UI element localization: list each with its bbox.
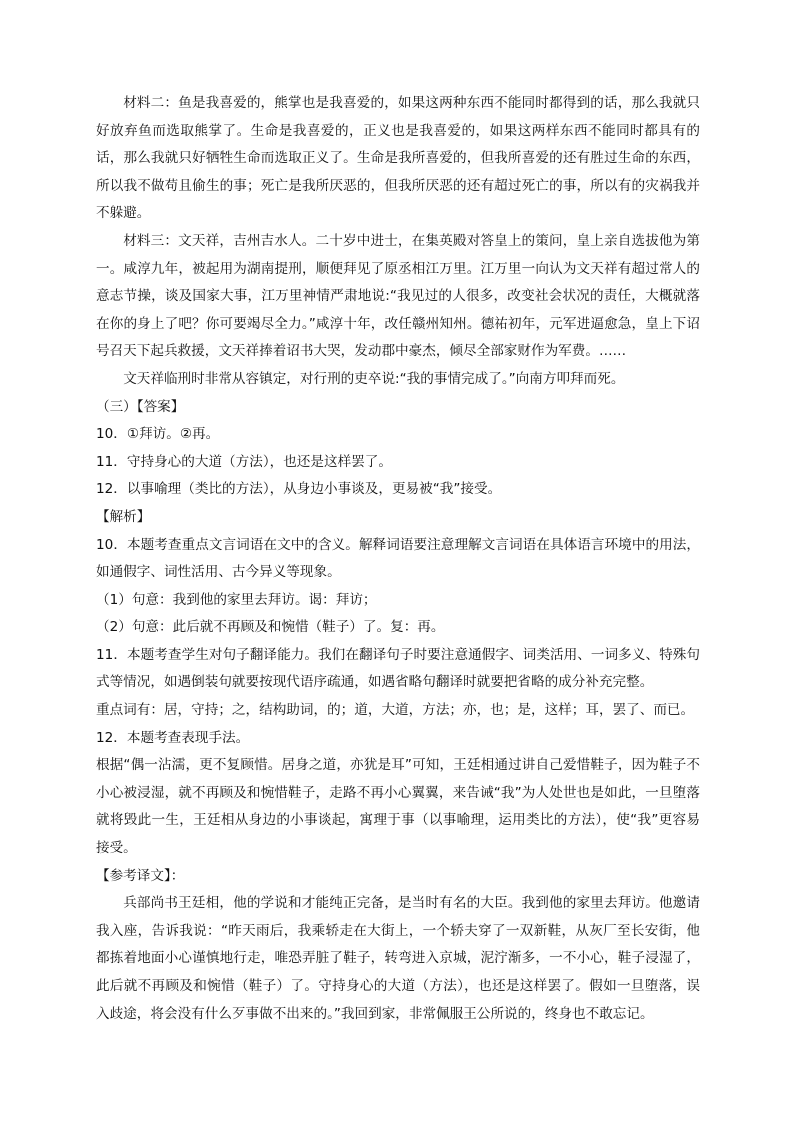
material-three-ending: 文天祥临刑时非常从容镇定，对行刑的吏卒说:“我的事情完成了。”向南方叩拜而死。	[123, 370, 625, 387]
analysis-heading: 【解析】	[96, 508, 151, 525]
translation-paragraph: 兵部尚书王廷相，他的学说和才能纯正完备，是当时有名的大臣。我到他的家里去拜访。他邀请我入座，告诉我说：“昨天雨后，我乘轿走在大街上，一个轿夫穿了一双新鞋，从灰厂至长安街，他都拣着地面小心谨慎地行走，唯恐弄脏了鞋子，转弯进入京城，泥泞渐多，一不小心，鞋子浸湿了，此后就不再顾及和惋惜（鞋子）了。守持身心的大道（方法），也还是这样罢了。假如一旦堕落，误入歧途，将会没有什么歹事做不出来的。”我回到家，非常佩服王公所说的，终身也不敢忘记。	[96, 895, 700, 1022]
answer-section-heading: （三）【答案】	[96, 398, 185, 415]
analysis-12-body: 根据“偶一沾濡，更不复顾惜。居身之道，亦犹是耳”可知，王廷相通过讲自己爱惜鞋子，因为鞋子不小心被浸湿，就不再顾及和惋惜鞋子，走路不再小心翼翼，来告诫“我”为人处世也是如此，一旦堕落就将毁此一生，王廷相从身边的小事谈起，寓理于事（以事喻理，运用类比的方法），使“我”更容易接受。	[96, 757, 700, 857]
answer-10: 10．①拜访。②再。	[96, 426, 220, 443]
analysis-10: 10．本题考查重点文言词语在文中的含义。解释词语要注意理解文言词语在具体语言环境中的用法，如通假字、词性活用、古今异义等现象。	[96, 536, 700, 581]
analysis-11: 11．本题考查学生对句子翻译能力。我们在翻译句子时要注意通假字、词类活用、一词多义、特殊句式等情况，如遇倒装句就要按现代语序疏通，如遇省略句翻译时就要把省略的成分补充完整。	[96, 646, 700, 691]
material-two-paragraph: 材料二：鱼是我喜爱的，熊掌也是我喜爱的，如果这两种东西不能同时都得到的话，那么我就只好放弃鱼而选取熊掌了。生命是我喜爱的，正义也是我喜爱的，如果这两样东西不能同时都具有的话，那么我就只好牺牲生命而选取正义了。生命是我所喜爱的，但我所喜爱的还有胜过生命的东西，所以我不做苟且偷生的事；死亡是我所厌恶的，但我所厌恶的还有超过死亡的事，所以有的灾祸我并不躲避。	[96, 95, 700, 222]
analysis-10-item-1: （1）句意：我到他的家里去拜访。谒：拜访；	[96, 591, 377, 608]
analysis-12: 12．本题考查表现手法。	[96, 729, 250, 746]
document-page	[96, 90, 700, 1028]
analysis-11-key-words: 重点词有：居，守持；之，结构助词，的；道，大道，方法；亦，也；是，这样；耳，罢了、而已。	[96, 702, 695, 719]
answer-11: 11．守持身心的大道（方法），也还是这样罢了。	[96, 453, 392, 470]
translation-heading: 【参考译文】：	[96, 867, 185, 884]
material-three-paragraph: 材料三：文天祥，吉州吉水人。二十岁中进士，在集英殿对答皇上的策问，皇上亲自选拔他为第一。咸淳九年，被起用为湖南提刑，顺便拜见了原丞相江万里。江万里一向认为文天祥有超过常人的意志节操，谈及国家大事，江万里神情严肃地说:“我见过的人很多，改变社会状况的责任，大概就落在你的身上了吧？你可要竭尽全力。”咸淳十年，改任赣州知州。德祐初年，元军进逼愈急，皇上下诏号召天下起兵救援，文天祥捧着诏书大哭，发动郡中豪杰，倾尽全部家财作为军费。……	[96, 232, 700, 360]
analysis-10-item-2: （2）句意：此后就不再顾及和惋惜（鞋子）了。复：再。	[96, 619, 445, 636]
answer-12: 12．以事喻理（类比的方法），从身边小事谈及，更易被“我”接受。	[96, 481, 502, 498]
